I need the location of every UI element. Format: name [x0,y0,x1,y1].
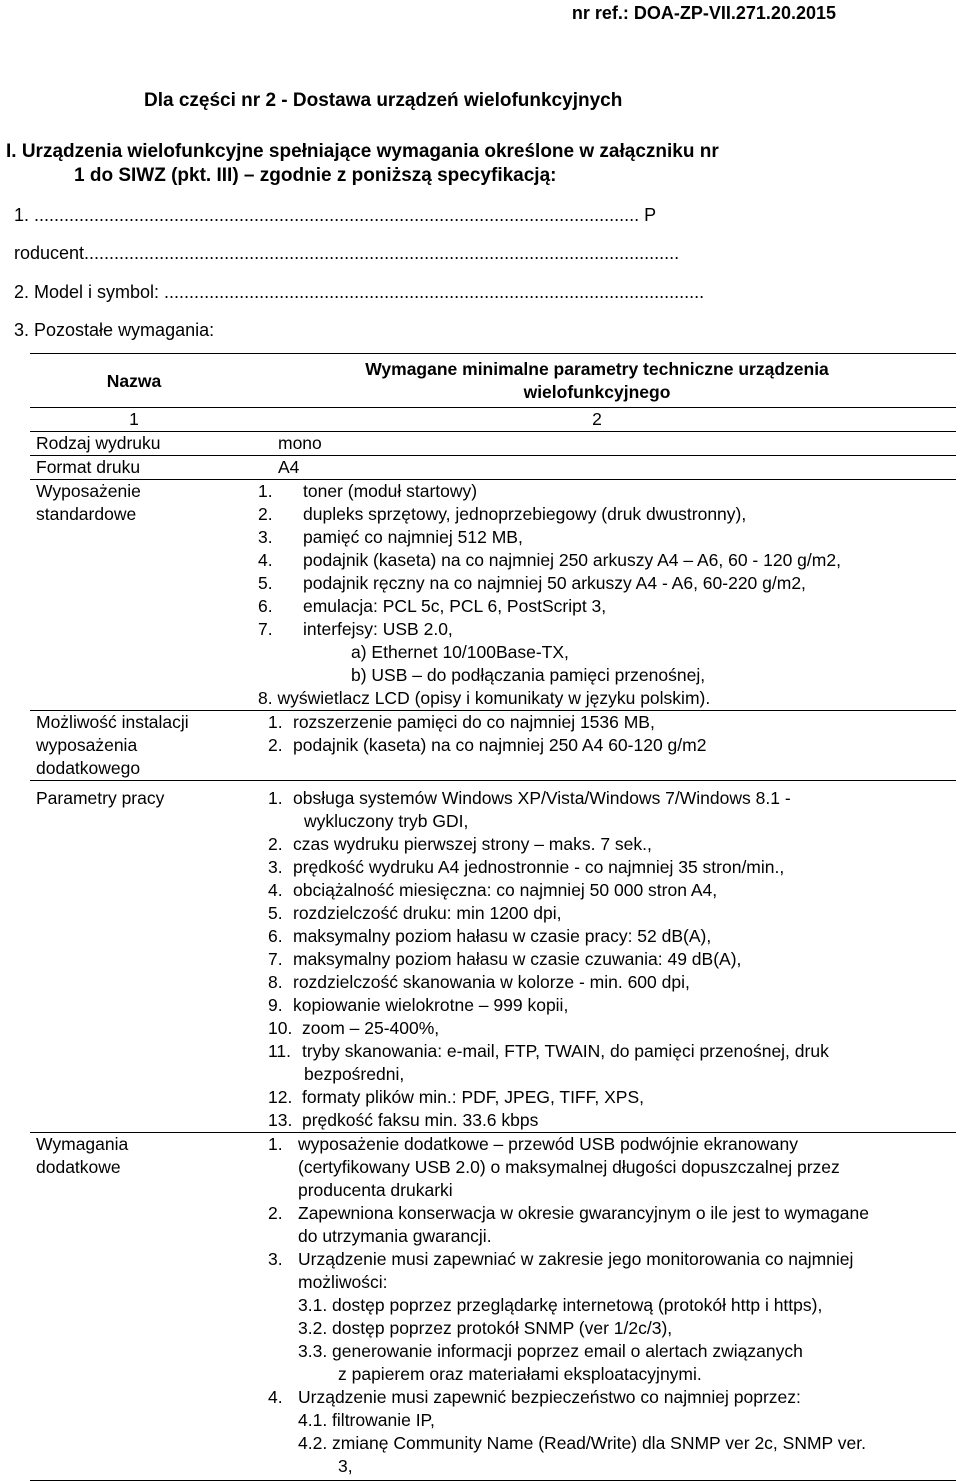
list-item: 12. formaty plików min.: PDF, JPEG, TIFF, XPS, [268,1087,644,1107]
list-subitem: b) USB – do podłączania pamięci przenośnej, [351,665,706,685]
list-item-continuation: do utrzymania gwarancji. [298,1226,492,1246]
row-name: Parametry pracy [36,788,165,808]
list-item-continuation: możliwości: [298,1272,388,1292]
list-item: 1. wyposażenie dodatkowe – przewód USB podwójnie ekranowany [268,1134,799,1154]
section-heading-line2: 1 do SIWZ (pkt. III) – zgodnie z poniższą specyfikacją: [74,165,557,186]
list-item: 4. obciążalność miesięczna: co najmniej 50 000 stron A4, [268,880,718,900]
row-name [30,711,238,781]
section-heading-line1: I. Urządzenia wielofunkcyjne spełniające wymagania określone w załączniku nr [6,141,719,162]
list-item-continuation: wykluczony tryb GDI, [304,811,469,831]
list-item-continuation: bezpośredni, [304,1064,405,1084]
standard-equipment-list [238,480,956,711]
list-item: 8. wyświetlacz LCD (opisy i komunikaty w języku polskim). [258,688,711,708]
row-name-line: dodatkowego [36,758,141,778]
list-item: 2. podajnik (kaseta) na co najmniej 250 A4 60-120 g/m2 [268,735,707,755]
reference-number: nr ref.: DOA-ZP-VII.271.20.2015 [571,3,836,23]
list-item: 8. rozdzielczość skanowania w kolorze - min. 600 dpi, [268,972,690,992]
list-item: 1. toner (moduł startowy) [258,481,478,501]
row-name-line: dodatkowe [36,1157,121,1177]
list-item: 11. tryby skanowania: e-mail, FTP, TWAIN, do pamięci przenośnej, druk [268,1041,829,1061]
list-item: 9. kopiowanie wielokrotne – 999 kopii, [268,995,569,1015]
specification-table [30,353,956,1481]
list-item: 4. podajnik (kaseta) na co najmniej 250 arkuszy A4 – A6, 60 - 120 g/m2, [258,550,841,570]
producer-field-line1: 1. ......................................................................................................................... P [14,205,657,225]
row-name: Format druku [36,457,141,477]
table-row [30,711,956,781]
row-name-line: wyposażenia [36,735,138,755]
list-item-continuation: z papierem oraz materiałami eksploatacyjnymi. [338,1364,702,1384]
row-name [30,1133,238,1481]
list-subitem: 3.1. dostęp poprzez przeglądarkę internetową (protokół http i https), [298,1295,823,1315]
table-row [30,432,956,456]
col-number-1: 1 [129,409,139,429]
list-subitem: 4.2. zmianę Community Name (Read/Write) dla SNMP ver 2c, SNMP ver. [298,1433,866,1453]
table-row [30,781,956,1133]
list-item: 2. dupleks sprzętowy, jednoprzebiegowy (druk dwustronny), [258,504,747,524]
list-item: 7. interfejsy: USB 2.0, [258,619,453,639]
row-name-line: Możliwość instalacji [36,712,189,732]
list-item: 3. prędkość wydruku A4 jednostronnie - co najmniej 35 stron/min., [268,857,785,877]
list-item: 6. maksymalny poziom hałasu w czasie pracy: 52 dB(A), [268,926,712,946]
list-subitem: a) Ethernet 10/100Base-TX, [351,642,569,662]
header-name: Nazwa [106,370,162,391]
list-item: 6. emulacja: PCL 5c, PCL 6, PostScript 3, [258,596,607,616]
row-value: A4 [278,457,300,477]
list-subitem: 3.3. generowanie informacji poprzez email o alertach związanych [298,1341,803,1361]
part-title: Dla części nr 2 - Dostawa urządzeń wielofunkcyjnych [144,90,623,111]
model-field: 2. Model i symbol: ............................................................................................................ [14,282,705,302]
col-number-2: 2 [592,409,602,429]
list-subitem: 3.2. dostęp poprzez protokół SNMP (ver 1/2c/3), [298,1318,673,1338]
producer-field-line2: roducent....................................................................................................................... [14,243,680,263]
row-name-line: Wyposażenie [36,481,141,501]
row-name-line: standardowe [36,504,137,524]
row-name-line: Wymagania [36,1134,129,1154]
optional-equipment-list [238,711,956,781]
list-item: 10. zoom – 25-400%, [268,1018,440,1038]
list-item: 13. prędkość faksu min. 33.6 kbps [268,1110,539,1130]
list-item: 7. maksymalny poziom hałasu w czasie czuwania: 49 dB(A), [268,949,742,969]
additional-requirements-list [238,1133,956,1481]
row-value: mono [278,433,322,453]
list-subitem: 4.1. filtrowanie IP, [298,1410,435,1430]
other-requirements-label: 3. Pozostałe wymagania: [14,320,215,340]
table-row [30,456,956,480]
table-row [30,480,956,711]
header-parameters [238,354,956,408]
header-parameters-line2: wielofunkcyjnego [523,382,671,402]
list-item: 1. rozszerzenie pamięci do co najmniej 1536 MB, [268,712,655,732]
list-item: 2. czas wydruku pierwszej strony – maks. 7 sek., [268,834,652,854]
list-item: 3. pamięć co najmniej 512 MB, [258,527,523,547]
operating-parameters-list [238,781,956,1133]
list-item-continuation: (certyfikowany USB 2.0) o maksymalnej długości dopuszczalnej przez [298,1157,840,1177]
list-item: 5. podajnik ręczny na co najmniej 50 arkuszy A4 - A6, 60-220 g/m2, [258,573,806,593]
list-item: 2. Zapewniona konserwacja w okresie gwarancyjnym o ile jest to wymagane [268,1203,869,1223]
list-item: 3. Urządzenie musi zapewniać w zakresie jego monitorowania co najmniej [268,1249,854,1269]
header-parameters-line1: Wymagane minimalne parametry techniczne urządzenia [365,359,829,379]
row-name: Rodzaj wydruku [36,433,161,453]
list-item: 4. Urządzenie musi zapewnić bezpieczeństwo co najmniej poprzez: [268,1387,801,1407]
row-name [30,480,238,711]
table-row [30,1133,956,1481]
list-item-continuation: producenta drukarki [298,1180,453,1200]
list-item-continuation: 3, [338,1456,353,1476]
list-item: 1. obsługa systemów Windows XP/Vista/Windows 7/Windows 8.1 - [268,788,791,808]
list-item: 5. rozdzielczość druku: min 1200 dpi, [268,903,562,923]
